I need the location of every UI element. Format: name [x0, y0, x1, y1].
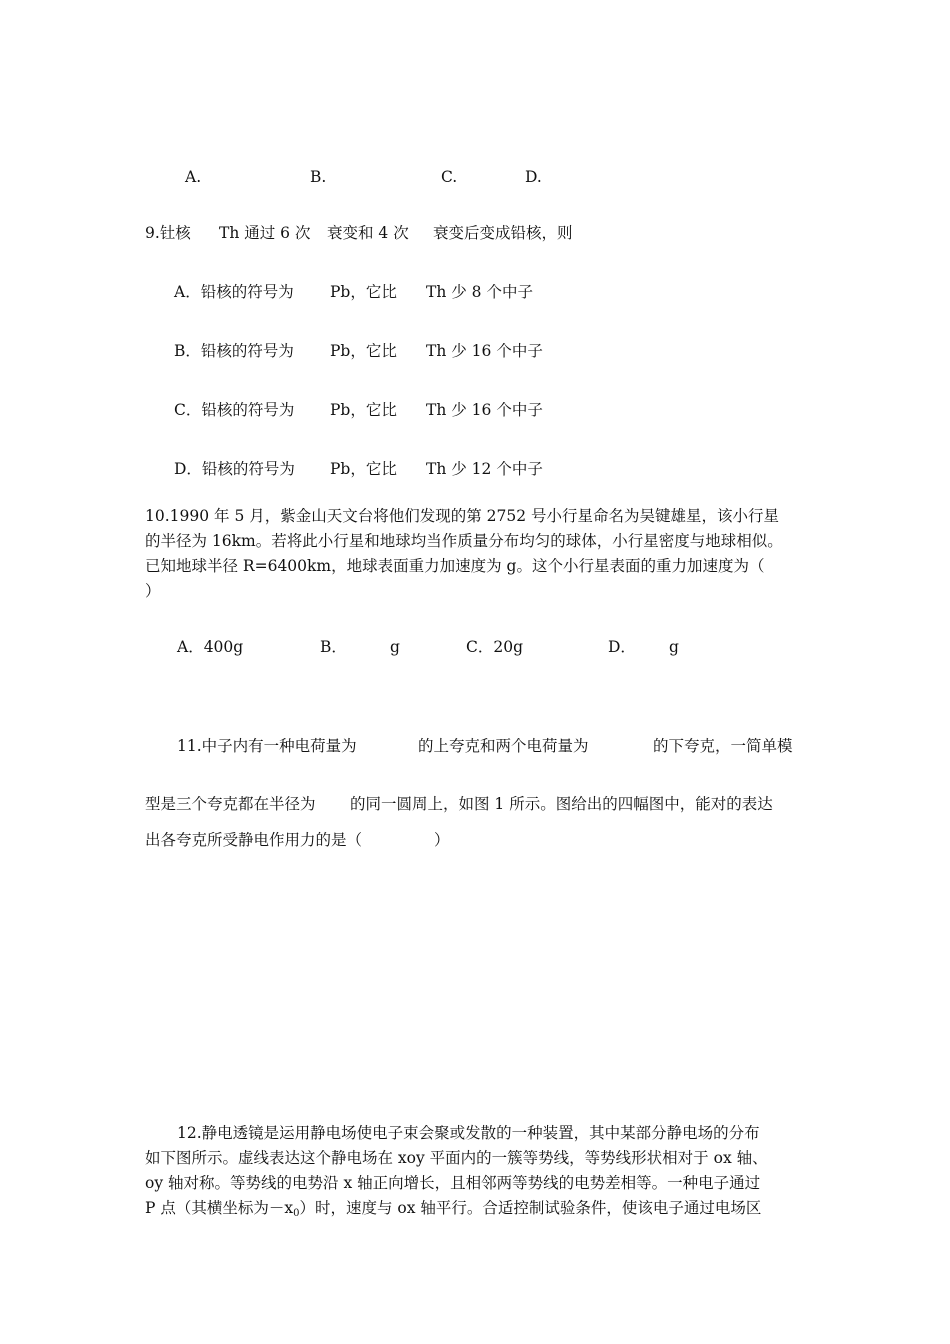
- q9-option-c-part: Pb，它比: [330, 401, 397, 419]
- q10-option-c: C．20g: [466, 638, 524, 656]
- q8-option-c: C.: [441, 168, 458, 186]
- q11-line2-part: 型是三个夸克都在半径为: [145, 795, 316, 813]
- q11-line3-part: 出各夸克所受静电作用力的是（: [145, 831, 363, 849]
- q10-option-d: D．: [608, 638, 636, 656]
- q10-option-a: A．400g: [177, 638, 244, 656]
- q11-line1-part: 11.中子内有一种电荷量为: [177, 737, 357, 755]
- q11-line1-part: 的下夸克，一简单模: [653, 737, 793, 755]
- q12-line4-text: P 点（其横坐标为－x: [145, 1199, 294, 1217]
- q9-stem-part: 9.钍核: [145, 224, 191, 242]
- q10-option-d-value: g: [669, 638, 679, 656]
- q9-option-c-label: C．铅核的符号为: [174, 401, 295, 419]
- q9-option-d-part: Th 少 12 个中子: [426, 460, 543, 478]
- q12-line: 12.静电透镜是运用静电场使电子束会聚或发散的一种装置，其中某部分静电场的分布: [177, 1124, 760, 1142]
- q12-line: oy 轴对称。等势线的电势沿 x 轴正向增长，且相邻两等势线的电势差相等。一种电子通过: [145, 1174, 761, 1192]
- q10-line: ）: [145, 582, 161, 600]
- q8-option-a: A.: [185, 168, 202, 186]
- q10-line: 的半径为 16km。若将此小行星和地球均当作质量分布均匀的球体，小行星密度与地球相似。: [145, 532, 783, 550]
- q10-option-b: B．: [320, 638, 347, 656]
- q8-option-d: D.: [525, 168, 542, 186]
- q10-line: 已知地球半径 R=6400km，地球表面重力加速度为 g。这个小行星表面的重力加速度为（: [145, 557, 765, 575]
- q9-option-b-label: B．铅核的符号为: [174, 342, 294, 360]
- q9-option-b-part: Th 少 16 个中子: [426, 342, 543, 360]
- q10-option-b-value: g: [390, 638, 400, 656]
- q11-line3-part: ）: [434, 831, 450, 849]
- q11-line1-part: 的上夸克和两个电荷量为: [418, 737, 589, 755]
- q9-option-d-part: Pb，它比: [330, 460, 397, 478]
- q12-subscript: 0: [293, 1208, 300, 1219]
- q9-option-a-part: Pb，它比: [330, 283, 397, 301]
- q9-stem-part: Th 通过 6 次: [219, 224, 311, 242]
- q9-stem-part: 衰变和 4 次: [327, 224, 409, 242]
- q10-line: 10.1990 年 5 月，紫金山天文台将他们发现的第 2752 号小行星命名为吴键雄星，该小行星: [145, 507, 780, 525]
- q9-option-a-part: Th 少 8 个中子: [426, 283, 533, 301]
- q11-line2-part: 的同一圆周上，如图 1 所示。图给出的四幅图中，能对的表达: [350, 795, 773, 813]
- q9-stem-part: 衰变后变成铅核，则: [433, 224, 573, 242]
- q12-line: 如下图所示。虚线表达这个静电场在 xoy 平面内的一簇等势线，等势线形状相对于 ox 轴、: [145, 1149, 768, 1167]
- q9-option-a-label: A．铅核的符号为: [174, 283, 294, 301]
- q9-option-c-part: Th 少 16 个中子: [426, 401, 543, 419]
- q12-line4-text: ）时，速度与 ox 轴平行。合适控制试验条件，使该电子通过电场区: [299, 1199, 762, 1217]
- q9-option-d-label: D．铅核的符号为: [174, 460, 295, 478]
- q8-option-b: B.: [310, 168, 327, 186]
- q12-line: [145, 1198, 761, 1224]
- q9-option-b-part: Pb，它比: [330, 342, 397, 360]
